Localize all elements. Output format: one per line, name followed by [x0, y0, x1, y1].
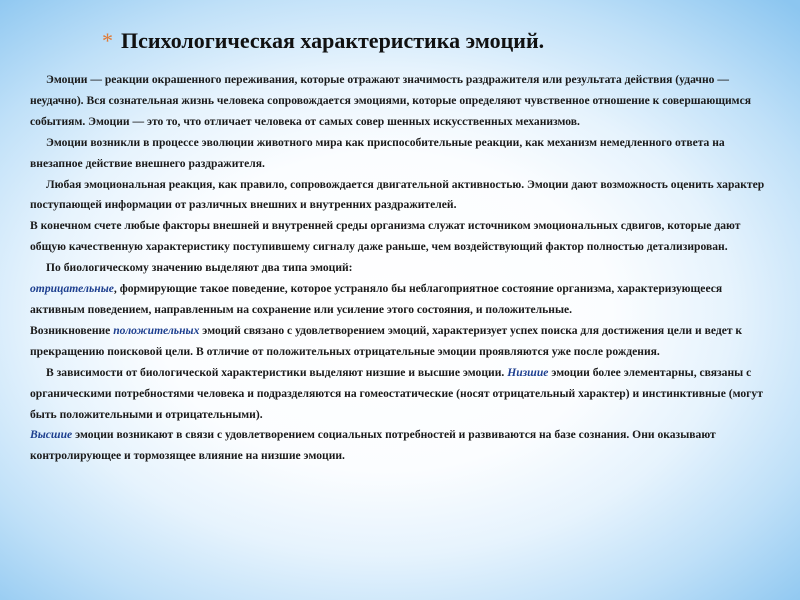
paragraph-negative — [30, 279, 778, 321]
paragraph-definition: Эмоции — реакции окрашенного переживания, которые отражают значимость раздражителя или результата действия (удачно — неудачно). Вся сознательная жизнь человека сопровождается эмоциями, которые определяют чувственное отношение к совершающимся событиям. Эмоции — это то, что отличает человека от самых совер шенных искусственных механизмов. — [30, 73, 751, 128]
term-lower: Низшие — [507, 365, 549, 379]
term-negative: отрицательные — [30, 282, 114, 296]
paragraph-factors: В конечном счете любые факторы внешней и внутренней среды организма служат источником эмоциональных сдвигов, которые дают общую качественную характеристику поступившему сигналу даже раньше, чем воздействующий фактор полностью детализирован. — [30, 219, 741, 254]
paragraph-motor-activity: Любая эмоциональная реакция, как правило, сопровождается двигательной активностью. Эмоции дают возможность оценить характер поступающей информации от различных внешних и внутренних раздражителей. — [30, 177, 765, 212]
paragraph-negative-text: , формирующие такое поведение, которое устраняло бы неблагоприятное состояние организма, характеризующееся активным поведением, направленным на сохранение или усиление этого состояния, и положительные. — [30, 282, 723, 316]
slide-title — [102, 28, 544, 54]
term-positive: положительных — [113, 323, 200, 337]
slide-title-text: Психологическая характеристика эмоций. — [121, 28, 545, 53]
paragraph-positive — [30, 321, 778, 363]
paragraph-positive-text: эмоций связано с удовлетворением эмоций, характеризует успех поиска для достижения цели и ведет к прекращению поисковой цели. В отличие от положительных отрицательные эмоции проявляются уже после рождения. — [30, 323, 743, 358]
paragraph-lower-text: эмоции более элементарны, связаны с органическими потребностями человека и подразделяются на гомеостатические (носят отрицательный характер) и инстинктивные (могут быть положительными и отрицательными). — [30, 365, 763, 421]
slide-body — [30, 70, 778, 467]
paragraph-positive-lead: Возникновение — [30, 323, 114, 337]
bullet-icon: * — [102, 28, 113, 53]
paragraph-higher-text: эмоции возникают в связи с удовлетворением социальных потребностей и развиваются на базе сознания. Они оказывают контролирующее и тормозящее влияние на низшие эмоции. — [30, 428, 716, 463]
term-higher: Высшие — [30, 428, 73, 442]
paragraph-lower — [30, 363, 778, 426]
paragraph-higher — [30, 425, 778, 467]
paragraph-evolution: Эмоции возникли в процессе эволюции животного мира как приспособительные реакции, как механизм немедленного ответа на внезапное действие внешнего раздражителя. — [30, 135, 725, 170]
paragraph-lower-lead: В зависимости от биологической характеристики выделяют низшие и высшие эмоции. — [46, 365, 508, 379]
paragraph-biological-types: По биологическому значению выделяют два типа эмоций: — [46, 261, 353, 275]
